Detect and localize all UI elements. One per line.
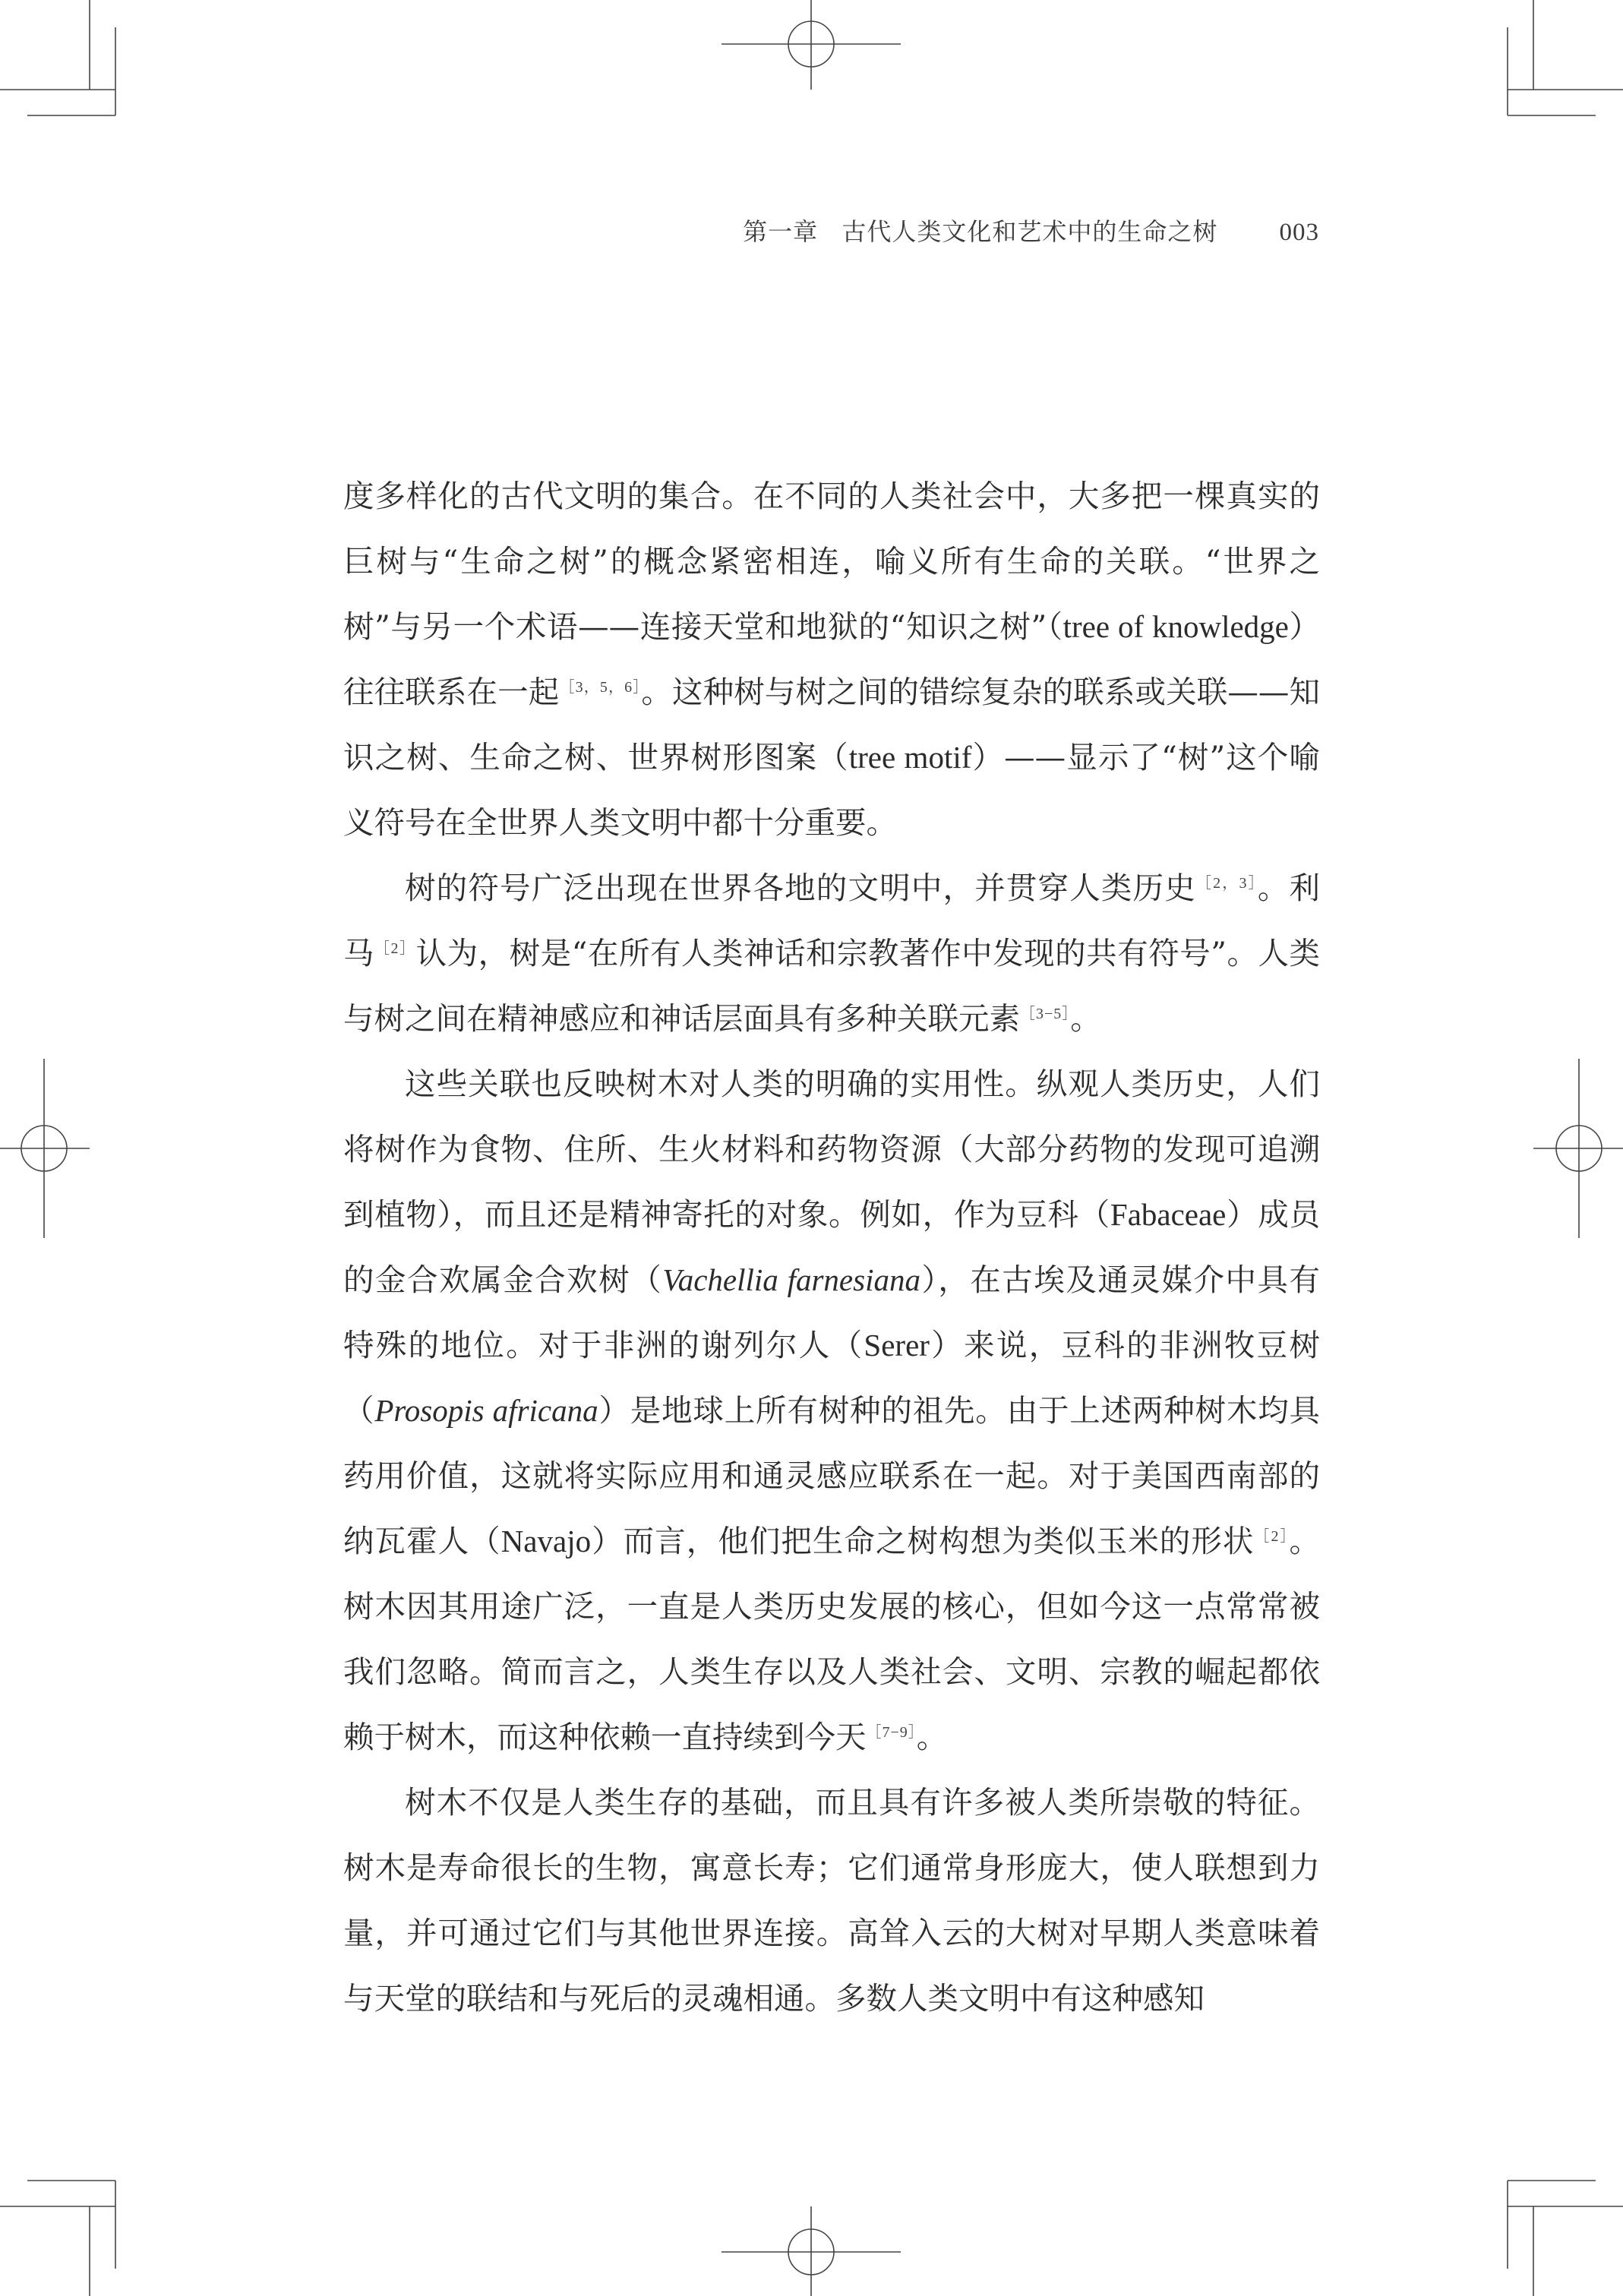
- latin-term: Fabaceae: [1110, 1197, 1227, 1232]
- species-name: Vachellia farnesiana: [662, 1262, 920, 1297]
- chapter-number: 第一章: [743, 217, 819, 246]
- text-run: ）而言，他们把生命之树构想为类似玉米的形状: [591, 1523, 1255, 1559]
- latin-term: tree motif: [848, 740, 972, 775]
- text-run: 。这种树与树之间的错综复杂的联系或关联——知识之树、生命之树、世界树形图案（: [343, 674, 1321, 775]
- citation: ［2］: [374, 940, 416, 957]
- text-run: ）是地球上所有树种的祖先。由于上述两种树木均具药用价值，这就将实际应用和通灵感应联系在一起。对于美国西南部的纳瓦霍人（: [343, 1392, 1321, 1559]
- paragraph-3: [343, 1051, 1320, 1770]
- text-run: 树木不仅是人类生存的基础，而且具有许多被人类所崇敬的特征。树木是寿命很长的生物，寓意长寿；它们通常身形庞大，使人联想到力量，并可通过它们与其他世界连接。高耸入云的大树对早期人类意味着与天堂的联结和与死后的灵魂相通。多数人类文明中有这种感知: [343, 1784, 1320, 2017]
- citation: ［2］: [1254, 1528, 1290, 1545]
- latin-term: tree of knowledge: [1063, 609, 1289, 644]
- text-run: 树的符号广泛出现在世界各地的文明中，并贯穿人类历史: [405, 870, 1196, 906]
- citation: ［7−9］: [866, 1724, 917, 1741]
- text-run: 认为，树是“在所有人类神话和宗教著作中发现的共有符号”。人类与树之间在精神感应和神话层面具有多种关联元素: [343, 935, 1321, 1037]
- text-run: 。利马: [343, 870, 1321, 971]
- citation: ［3，5，6］: [559, 679, 642, 696]
- species-name: Prosopis africana: [374, 1393, 598, 1428]
- text-run: 。: [916, 1719, 948, 1755]
- latin-term: Navajo: [500, 1524, 592, 1559]
- text-run: 。树木因其用途广泛，一直是人类历史发展的核心，但如今这一点常常被我们忽略。简而言之，人类生存以及人类社会、文明、宗教的崛起都依赖于树木，而这种依赖一直持续到今天: [343, 1523, 1321, 1755]
- text-run: 。: [1070, 1000, 1101, 1037]
- body-text: [343, 463, 1320, 2031]
- paragraph-2: [343, 855, 1320, 1051]
- text-run: ）来说，豆科的非洲牧豆树（: [343, 1327, 1321, 1429]
- text-run: 度多样化的古代文明的集合。在不同的人类社会中，大多把一棵真实的巨树与“生命之树”的概念紧密相连，喻义所有生命的关联。“世界之树”与另一个术语——连接天堂和地狱的“知识之树”（: [343, 478, 1320, 645]
- text-run: ）往往联系在一起: [343, 608, 1320, 710]
- text-run: ）成员的金合欢属金合欢树（: [343, 1196, 1321, 1298]
- citation: ［2，3］: [1195, 875, 1258, 892]
- running-head: [304, 213, 1319, 248]
- paragraph-1: [343, 463, 1320, 855]
- latin-term: Serer: [864, 1328, 930, 1363]
- citation: ［3−5］: [1020, 1006, 1071, 1022]
- chapter-title: 古代人类文化和艺术中的生命之树: [841, 217, 1218, 246]
- text-run: ）——显示了“树”这个喻义符号在全世界人类文明中都十分重要。: [343, 739, 1320, 841]
- paragraph-4: [343, 1770, 1320, 2031]
- page-number: 003: [1279, 219, 1319, 246]
- text-run: ），在古埃及通灵媒介中具有特殊的地位。对于非洲的谢列尔人（: [343, 1262, 1321, 1363]
- text-run: 这些关联也反映树木对人类的明确的实用性。纵观人类历史，人们将树作为食物、住所、生火材料和药物资源（大部分药物的发现可追溯到植物），而且还是精神寄托的对象。例如，作为豆科（: [343, 1066, 1320, 1233]
